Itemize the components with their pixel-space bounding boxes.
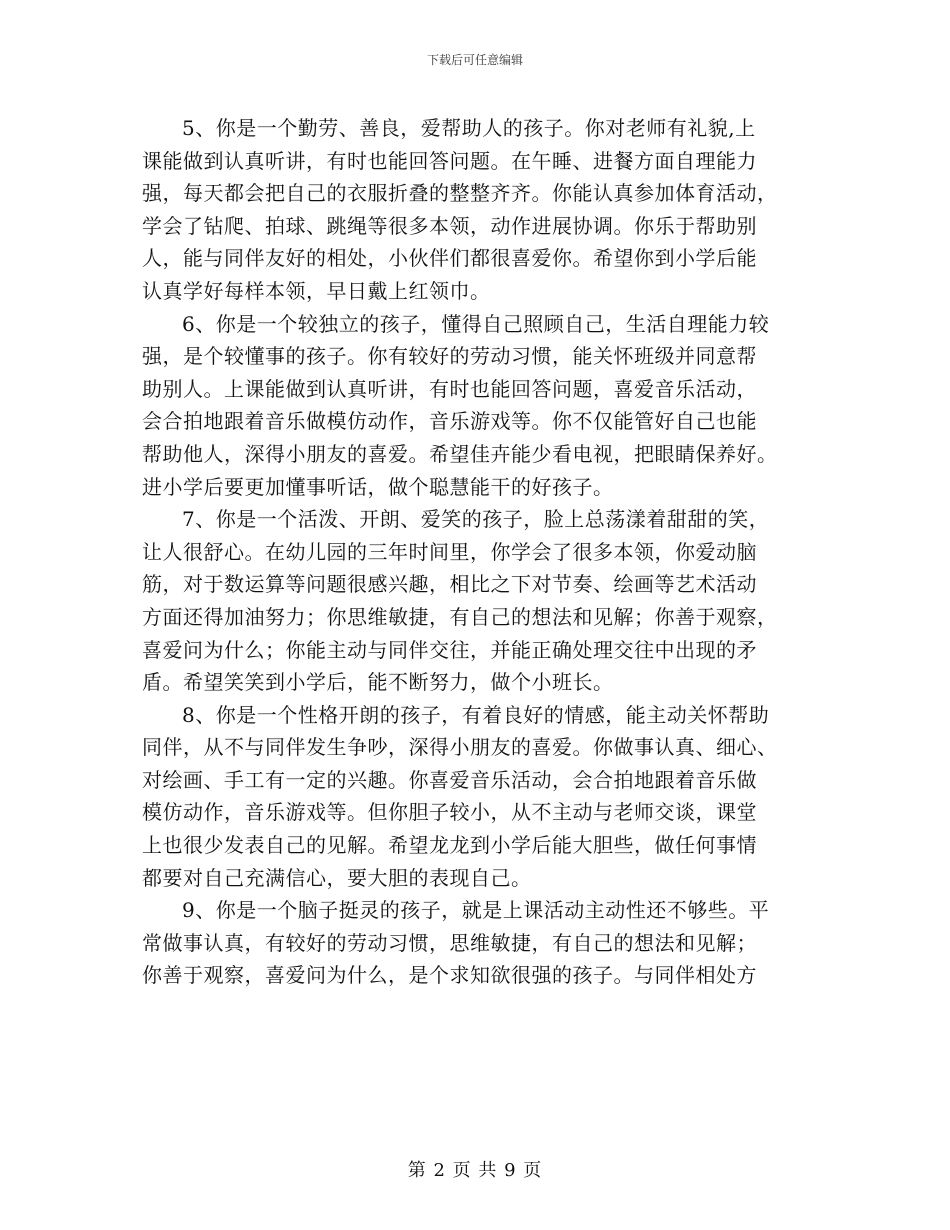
page-header: 下载后可任意编辑 <box>426 53 523 67</box>
text-line: 上也很少发表自己的见解。希望龙龙到小学后能大胆些，做任何事情 <box>142 833 757 858</box>
text-line: 6、你是一个较独立的孩子，懂得自己照顾自己，生活自理能力较 <box>182 311 770 336</box>
text-line: 人，能与同伴友好的相处，小伙伴们都很喜爱你。希望你到小学后能 <box>142 246 757 271</box>
text-line: 同伴，从不与同伴发生争吵，深得小朋友的喜爱。你做事认真、细心、 <box>142 735 778 760</box>
text-line: 5、你是一个勤劳、善良，爱帮助人的孩子。你对老师有礼貌,上 <box>182 116 756 140</box>
text-line: 你善于观察，喜爱问为什么，是个求知欲很强的孩子。与同伴相处方 <box>142 963 757 988</box>
paragraph-5 <box>142 112 812 308</box>
text-line: 认真学好每样本领，早日戴上红领巾。 <box>142 278 491 303</box>
text-line: 助别人。上课能做到认真听讲，有时也能回答问题，喜爱音乐活动， <box>142 376 757 401</box>
text-line: 进小学后要更加懂事听话，做个聪慧能干的好孩子。 <box>142 474 614 499</box>
text-line: 让人很舒心。在幼儿园的三年时间里，你学会了很多本领，你爱动脑 <box>142 539 757 564</box>
text-line: 方面还得加油努力；你思维敏捷，有自己的想法和见解；你善于观察， <box>142 604 778 629</box>
text-line: 对绘画、手工有一定的兴趣。你喜爱音乐活动，会合拍地跟着音乐做 <box>142 767 757 792</box>
paragraph-6 <box>142 308 812 504</box>
text-line: 9、你是一个脑子挺灵的孩子，就是上课活动主动性还不够些。平 <box>182 898 770 923</box>
text-line: 强，每天都会把自己的衣服折叠的整整齐齐。你能认真参加体育活动， <box>142 181 778 206</box>
text-line: 课能做到认真听讲，有时也能回答问题。在午睡、进餐方面自理能力 <box>142 148 757 173</box>
text-line: 筋，对于数运算等问题很感兴趣，相比之下对节奏、绘画等艺术活动 <box>142 572 757 597</box>
text-line: 强，是个较懂事的孩子。你有较好的劳动习惯，能关怀班级并同意帮 <box>142 344 757 369</box>
text-line: 7、你是一个活泼、开朗、爱笑的孩子，脸上总荡漾着甜甜的笑， <box>182 507 770 532</box>
paragraph-9 <box>142 894 812 992</box>
text-line: 喜爱问为什么；你能主动与同伴交往，并能正确处理交往中出现的矛 <box>142 637 757 662</box>
text-line: 都要对自己充满信心，要大胆的表现自己。 <box>142 865 532 890</box>
document-body <box>142 112 812 992</box>
text-line: 帮助他人，深得小朋友的喜爱。希望佳卉能少看电视，把眼睛保养好。 <box>142 441 778 466</box>
text-line: 会合拍地跟着音乐做模仿动作，音乐游戏等。你不仅能管好自己也能 <box>142 409 757 434</box>
paragraph-7 <box>142 503 812 699</box>
paragraph-8 <box>142 699 812 895</box>
text-line: 8、你是一个性格开朗的孩子，有着良好的情感，能主动关怀帮助 <box>182 702 770 727</box>
text-line: 常做事认真，有较好的劳动习惯，思维敏捷，有自己的想法和见解； <box>142 930 757 955</box>
text-line: 学会了钻爬、拍球、跳绳等很多本领，动作进展协调。你乐于帮助别 <box>142 213 757 238</box>
text-line: 模仿动作，音乐游戏等。但你胆子较小，从不主动与老师交谈，课堂 <box>142 800 757 825</box>
text-line: 盾。希望笑笑到小学后，能不断努力，做个小班长。 <box>142 670 614 695</box>
page-number-footer: 第 2 页 共 9 页 <box>407 1160 543 1181</box>
